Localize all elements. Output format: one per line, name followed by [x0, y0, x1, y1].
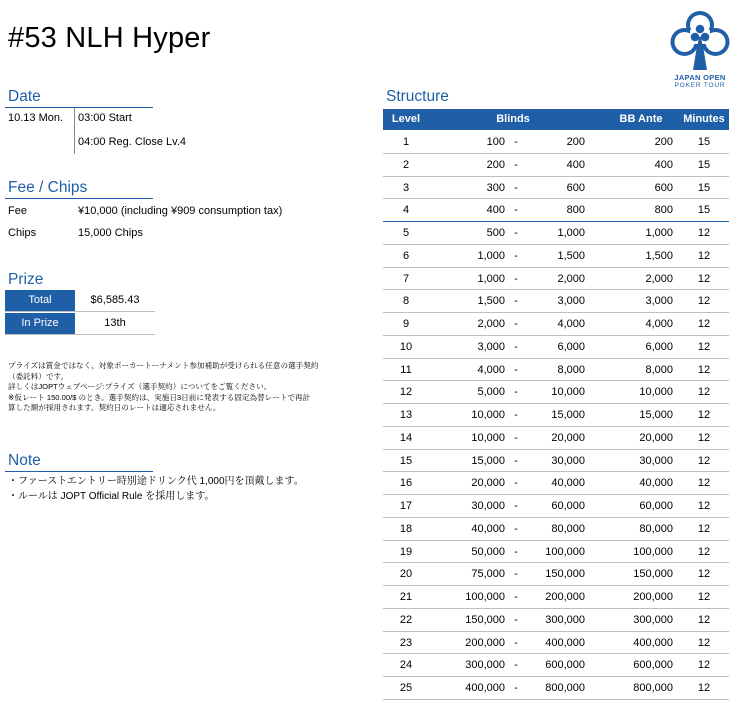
table-row [383, 177, 729, 200]
minutes-cell: 12 [697, 500, 711, 512]
blind-separator: - [514, 613, 518, 626]
big-blind-cell: 100,000 [545, 545, 585, 558]
table-row [383, 245, 729, 268]
small-blind-cell: 1,000 [477, 272, 505, 285]
minutes-cell: 12 [697, 682, 711, 694]
table-row [383, 654, 729, 677]
prize-total-value: $6,585.43 [90, 294, 140, 306]
small-blind-cell: 300,000 [465, 659, 505, 672]
start-time: 03:00 Start [78, 112, 132, 124]
level-cell: 22 [399, 613, 413, 626]
bb-ante-cell: 3,000 [645, 295, 673, 308]
chips-label: Chips [8, 227, 37, 239]
table-row [383, 541, 729, 564]
small-blind-cell: 30,000 [471, 500, 505, 512]
bb-ante-cell: 300,000 [633, 613, 673, 626]
big-blind-cell: 1,500 [557, 249, 585, 262]
blind-separator: - [514, 636, 518, 649]
small-blind-cell: 400 [486, 204, 505, 217]
in-prize-label: In Prize [5, 313, 75, 334]
big-blind-cell: 15,000 [551, 409, 585, 421]
big-blind-cell: 80,000 [551, 522, 585, 535]
small-blind-cell: 40,000 [471, 522, 505, 535]
big-blind-cell: 600 [566, 181, 585, 194]
big-blind-cell: 300,000 [545, 613, 585, 626]
blind-separator: - [514, 431, 518, 444]
prize-fine-print [8, 361, 368, 414]
note-line: ・ルールは JOPT Official Rule を採用します。 [8, 491, 215, 502]
level-cell: 18 [399, 522, 413, 535]
table-row [383, 472, 729, 495]
level-cell: 20 [399, 568, 413, 581]
bb-ante-cell: 15,000 [639, 409, 673, 421]
table-row [383, 427, 729, 450]
small-blind-cell: 150,000 [465, 613, 505, 626]
small-blind-cell: 10,000 [471, 431, 505, 444]
level-cell: 23 [399, 636, 413, 649]
col-bb-ante: BB Ante [619, 113, 663, 125]
small-blind-cell: 50,000 [471, 545, 505, 558]
table-row [383, 450, 729, 473]
blind-separator: - [514, 477, 518, 490]
note-heading: Note [8, 452, 41, 469]
big-blind-cell: 800 [566, 204, 585, 217]
table-row [383, 404, 729, 427]
minutes-cell: 15 [697, 136, 711, 148]
bb-ante-cell: 80,000 [639, 522, 673, 535]
small-blind-cell: 200,000 [465, 636, 505, 649]
blind-separator: - [514, 659, 518, 672]
col-blinds: Blinds [496, 113, 530, 125]
minutes-cell: 15 [697, 158, 711, 171]
big-blind-cell: 60,000 [551, 500, 585, 512]
note-divider [5, 471, 153, 472]
level-cell: 2 [402, 158, 410, 171]
date-divider [5, 107, 153, 108]
date-day: 10.13 Mon. [8, 112, 64, 124]
level-cell: 12 [399, 386, 413, 399]
level-cell: 3 [402, 181, 410, 194]
minutes-cell: 12 [697, 363, 711, 376]
reg-close-time: 04:00 Reg. Close Lv.4 [78, 136, 187, 148]
bb-ante-cell: 40,000 [639, 477, 673, 490]
minutes-cell: 12 [697, 454, 711, 467]
blind-separator: - [514, 568, 518, 581]
bb-ante-cell: 200 [654, 136, 673, 148]
blind-separator: - [514, 522, 518, 535]
big-blind-cell: 150,000 [545, 568, 585, 581]
big-blind-cell: 200,000 [545, 591, 585, 603]
blind-separator: - [514, 500, 518, 512]
small-blind-cell: 10,000 [471, 409, 505, 421]
blind-separator: - [514, 249, 518, 262]
blind-separator: - [514, 272, 518, 285]
table-row [383, 154, 729, 177]
bb-ante-cell: 60,000 [639, 500, 673, 512]
level-cell: 6 [402, 249, 410, 262]
prize-in-prize-row [5, 313, 155, 335]
bb-ante-cell: 2,000 [645, 272, 673, 285]
level-cell: 21 [399, 591, 413, 603]
table-row [383, 586, 729, 609]
minutes-cell: 12 [697, 318, 711, 330]
small-blind-cell: 100,000 [465, 591, 505, 603]
blind-separator: - [514, 363, 518, 376]
minutes-cell: 12 [697, 636, 711, 649]
table-row [383, 677, 729, 700]
bb-ante-cell: 600,000 [633, 659, 673, 672]
blind-separator: - [514, 454, 518, 467]
table-row [383, 609, 729, 632]
table-row [383, 336, 729, 359]
date-heading: Date [8, 88, 41, 105]
bb-ante-cell: 20,000 [639, 431, 673, 444]
table-row [383, 222, 729, 245]
level-cell: 16 [399, 477, 413, 490]
date-separator [74, 108, 75, 154]
logo-line-2: POKER TOUR [674, 82, 726, 89]
note-line: ・ファーストエントリー時別途ドリンク代 1,000円を頂戴します。 [8, 476, 304, 487]
table-row [383, 290, 729, 313]
small-blind-cell: 3,000 [477, 340, 505, 353]
blind-separator: - [514, 318, 518, 330]
level-cell: 15 [399, 454, 413, 467]
prize-total-row [5, 290, 155, 312]
bb-ante-cell: 6,000 [645, 340, 673, 353]
small-blind-cell: 1,500 [477, 295, 505, 308]
minutes-cell: 12 [697, 659, 711, 672]
level-cell: 17 [399, 500, 413, 512]
prize-total-label: Total [5, 290, 75, 311]
small-blind-cell: 4,000 [477, 363, 505, 376]
col-minutes: Minutes [683, 113, 725, 125]
minutes-cell: 12 [697, 568, 711, 581]
level-cell: 14 [399, 431, 413, 444]
fee-divider [5, 198, 153, 199]
big-blind-cell: 2,000 [557, 272, 585, 285]
level-cell: 25 [399, 682, 413, 694]
table-row [383, 632, 729, 655]
minutes-cell: 12 [697, 409, 711, 421]
small-blind-cell: 500 [486, 227, 505, 239]
blind-separator: - [514, 181, 518, 194]
table-row [383, 268, 729, 291]
minutes-cell: 12 [697, 522, 711, 535]
bb-ante-cell: 30,000 [639, 454, 673, 467]
small-blind-cell: 75,000 [471, 568, 505, 581]
big-blind-cell: 10,000 [551, 386, 585, 399]
blind-separator: - [514, 227, 518, 239]
minutes-cell: 12 [697, 340, 711, 353]
big-blind-cell: 8,000 [557, 363, 585, 376]
blind-separator: - [514, 591, 518, 603]
level-cell: 4 [402, 204, 410, 217]
page-title: #53 NLH Hyper [8, 22, 211, 54]
fee-value: ¥10,000 (including ¥909 consumption tax) [78, 205, 283, 217]
small-blind-cell: 300 [486, 181, 505, 194]
note-list [8, 474, 304, 504]
small-blind-cell: 200 [486, 158, 505, 171]
col-level: Level [391, 113, 421, 125]
fine-print-line: プライズは賞金ではなく、対象ポーカートーナメント参加補助が受けられる任意の選手契約 [8, 361, 319, 370]
blind-separator: - [514, 409, 518, 421]
table-row [383, 199, 729, 222]
logo [660, 10, 740, 92]
bb-ante-cell: 4,000 [645, 318, 673, 330]
blind-separator: - [514, 204, 518, 217]
level-cell: 7 [402, 272, 410, 285]
big-blind-cell: 30,000 [551, 454, 585, 467]
in-prize-value: 13th [104, 317, 126, 329]
blind-separator: - [514, 136, 518, 148]
blind-separator: - [514, 158, 518, 171]
bb-ante-cell: 8,000 [645, 363, 673, 376]
small-blind-cell: 2,000 [477, 318, 505, 330]
minutes-cell: 12 [697, 386, 711, 399]
bb-ante-cell: 600 [654, 181, 673, 194]
big-blind-cell: 3,000 [557, 295, 585, 308]
minutes-cell: 15 [697, 204, 711, 217]
minutes-cell: 15 [697, 181, 711, 194]
table-row [383, 313, 729, 336]
bb-ante-cell: 150,000 [633, 568, 673, 581]
blind-separator: - [514, 545, 518, 558]
structure-table-header [383, 109, 729, 130]
level-cell: 24 [399, 659, 413, 672]
chips-value: 15,000 Chips [78, 227, 143, 239]
bb-ante-cell: 1,500 [645, 249, 673, 262]
table-row [383, 495, 729, 518]
fee-heading: Fee / Chips [8, 179, 88, 196]
logo-line-1: JAPAN OPEN [674, 73, 726, 82]
blind-separator: - [514, 386, 518, 399]
blind-separator: - [514, 340, 518, 353]
level-cell: 13 [399, 409, 413, 421]
big-blind-cell: 40,000 [551, 477, 585, 490]
minutes-cell: 12 [697, 431, 711, 444]
fine-print-line: ※仮レート 150.00/$ のとき。選手契約は、実施日3日前に発表する固定為替レートで再計 [8, 392, 311, 402]
minutes-cell: 12 [697, 545, 711, 558]
big-blind-cell: 6,000 [557, 340, 585, 353]
big-blind-cell: 4,000 [557, 318, 585, 330]
fine-print-line: 算した額が採用されます。契約日のレートは適応されません。 [8, 403, 221, 413]
fine-print-line: （委託料）です。 [8, 371, 69, 381]
minutes-cell: 12 [697, 477, 711, 490]
fine-print-line: 詳しくはJOPTウェブページ:プライズ（選手契約）についてをご覧ください。 [8, 382, 272, 392]
big-blind-cell: 200 [566, 136, 585, 148]
table-row [383, 381, 729, 404]
small-blind-cell: 20,000 [471, 477, 505, 490]
big-blind-cell: 20,000 [551, 431, 585, 444]
big-blind-cell: 800,000 [545, 682, 585, 694]
small-blind-cell: 400,000 [465, 682, 505, 694]
big-blind-cell: 400 [566, 158, 585, 171]
level-cell: 19 [399, 545, 413, 558]
small-blind-cell: 100 [486, 136, 505, 148]
bb-ante-cell: 200,000 [633, 591, 673, 603]
minutes-cell: 12 [697, 249, 711, 262]
bb-ante-cell: 10,000 [639, 386, 673, 399]
table-row [383, 518, 729, 541]
minutes-cell: 12 [697, 227, 711, 239]
bb-ante-cell: 800,000 [633, 682, 673, 694]
table-row [383, 359, 729, 382]
big-blind-cell: 1,000 [557, 227, 585, 239]
small-blind-cell: 1,000 [477, 249, 505, 262]
level-cell: 9 [402, 318, 410, 330]
level-cell: 5 [402, 227, 410, 239]
prize-heading: Prize [8, 271, 44, 288]
big-blind-cell: 600,000 [545, 659, 585, 672]
bb-ante-cell: 1,000 [645, 227, 673, 239]
minutes-cell: 12 [697, 613, 711, 626]
bb-ante-cell: 400,000 [633, 636, 673, 649]
table-row [383, 131, 729, 154]
level-cell: 1 [402, 136, 410, 148]
bb-ante-cell: 400 [654, 158, 673, 171]
level-cell: 8 [402, 295, 410, 308]
blind-separator: - [514, 682, 518, 694]
level-cell: 10 [399, 340, 413, 353]
fee-label: Fee [8, 205, 27, 217]
clover-icon [668, 10, 732, 72]
small-blind-cell: 15,000 [471, 454, 505, 467]
minutes-cell: 12 [697, 272, 711, 285]
big-blind-cell: 400,000 [545, 636, 585, 649]
structure-table-body [383, 131, 729, 700]
structure-heading: Structure [386, 88, 449, 105]
minutes-cell: 12 [697, 295, 711, 308]
small-blind-cell: 5,000 [477, 386, 505, 399]
bb-ante-cell: 100,000 [633, 545, 673, 558]
blind-separator: - [514, 295, 518, 308]
table-row [383, 563, 729, 586]
level-cell: 11 [400, 363, 412, 376]
bb-ante-cell: 800 [654, 204, 673, 217]
minutes-cell: 12 [697, 591, 711, 603]
